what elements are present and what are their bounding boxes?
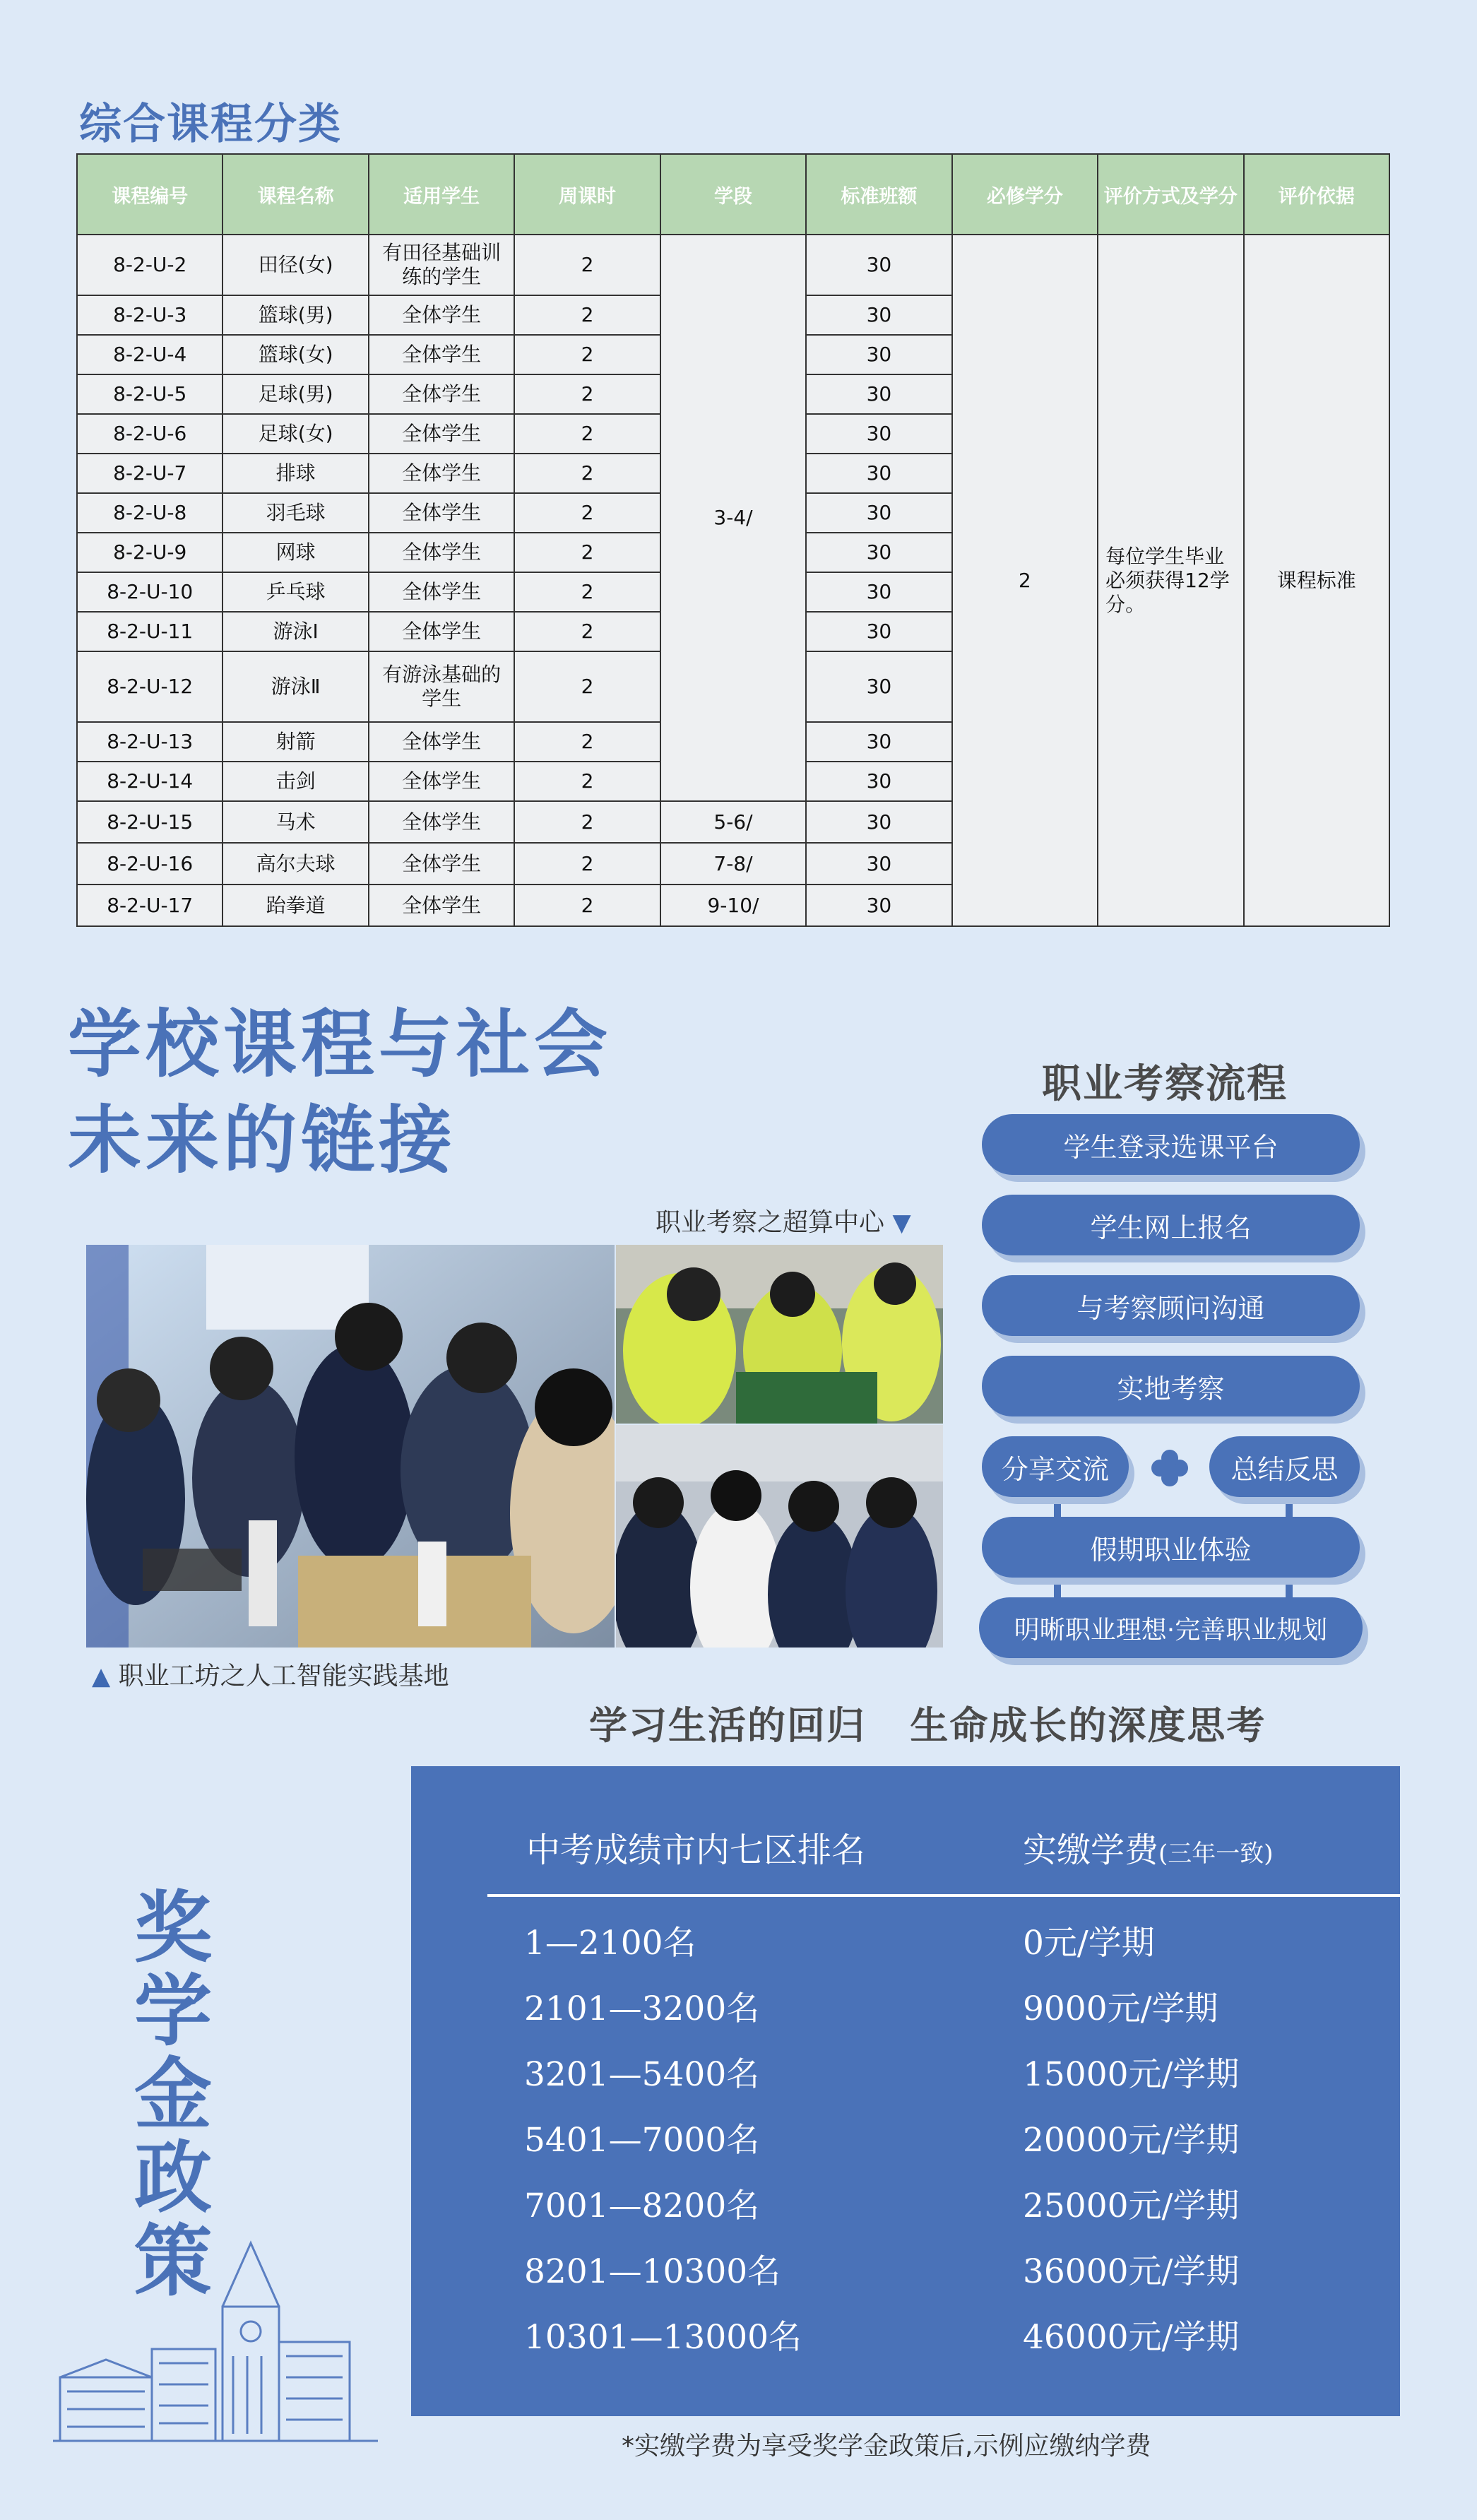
flow-step-8 bbox=[979, 1597, 1363, 1658]
flow-step-label: 假期职业体验 bbox=[1090, 1534, 1252, 1566]
cell-size: 30 bbox=[806, 454, 951, 493]
rank-cell: 10301—13000名 bbox=[524, 2318, 802, 2357]
cell-code: 8-2-U-10 bbox=[77, 572, 223, 612]
cell-code: 8-2-U-9 bbox=[77, 533, 223, 572]
cell-hours: 2 bbox=[514, 885, 660, 926]
cell-students: 有田径基础训练的学生 bbox=[369, 235, 514, 295]
cell-students: 全体学生 bbox=[369, 374, 514, 414]
cell-hours: 2 bbox=[514, 533, 660, 572]
flow-step-label: 学生网上报名 bbox=[1090, 1212, 1252, 1243]
cell-students: 全体学生 bbox=[369, 722, 514, 762]
cell-evaluation-merged: 每位学生毕业必须获得12学分。 bbox=[1098, 235, 1243, 926]
cell-name: 排球 bbox=[223, 454, 368, 493]
cell-students: 全体学生 bbox=[369, 295, 514, 335]
cell-code: 8-2-U-11 bbox=[77, 612, 223, 651]
fee-cell: 15000元/学期 bbox=[1023, 2055, 1240, 2094]
fee-cell: 0元/学期 bbox=[1023, 1924, 1155, 1963]
cell-stage: 7-8/ bbox=[660, 843, 806, 885]
cell-size: 30 bbox=[806, 533, 951, 572]
flow-step-label: 学生登录选课平台 bbox=[1063, 1131, 1279, 1163]
triangle-up-icon: ▲ bbox=[92, 1662, 111, 1691]
cell-students: 全体学生 bbox=[369, 801, 514, 843]
col-header-rank: 中考成绩市内七区排名 bbox=[526, 1830, 866, 1870]
cell-students: 全体学生 bbox=[369, 572, 514, 612]
cell-name: 篮球(男) bbox=[223, 295, 368, 335]
flow-step-label: 与考察顾问沟通 bbox=[1076, 1292, 1265, 1324]
cell-size: 30 bbox=[806, 414, 951, 454]
cell-name: 田径(女) bbox=[223, 235, 368, 295]
cell-stage: 5-6/ bbox=[660, 801, 806, 843]
building-illustration bbox=[53, 2236, 378, 2448]
cell-hours: 2 bbox=[514, 572, 660, 612]
cell-code: 8-2-U-7 bbox=[77, 454, 223, 493]
cell-code: 8-2-U-15 bbox=[77, 801, 223, 843]
header-cell: 评价方式及学分 bbox=[1098, 154, 1243, 235]
course-table bbox=[76, 153, 1390, 927]
cell-stage: 9-10/ bbox=[660, 885, 806, 926]
flow-step-5 bbox=[982, 1436, 1129, 1497]
cell-name: 射箭 bbox=[223, 722, 368, 762]
cell-code: 8-2-U-17 bbox=[77, 885, 223, 926]
col-header-fee bbox=[1023, 1823, 1274, 1871]
rank-cell: 2101—3200名 bbox=[524, 1989, 760, 2028]
cell-code: 8-2-U-13 bbox=[77, 722, 223, 762]
photo-students-image bbox=[616, 1425, 943, 1648]
cell-name: 足球(女) bbox=[223, 414, 368, 454]
photo-ai-practice-image bbox=[86, 1245, 615, 1648]
header-cell: 评价依据 bbox=[1244, 154, 1390, 235]
section-title-link bbox=[68, 996, 612, 1188]
fee-cell: 20000元/学期 bbox=[1023, 2121, 1240, 2160]
cell-students: 全体学生 bbox=[369, 762, 514, 801]
header-cell: 学段 bbox=[660, 154, 806, 235]
cell-size: 30 bbox=[806, 722, 951, 762]
cell-size: 30 bbox=[806, 374, 951, 414]
flow-step-label: 总结反思 bbox=[1230, 1453, 1339, 1485]
cell-size: 30 bbox=[806, 651, 951, 722]
cell-stage-merged: 3-4/ bbox=[660, 235, 806, 801]
cell-code: 8-2-U-2 bbox=[77, 235, 223, 295]
cell-students: 全体学生 bbox=[369, 885, 514, 926]
fee-cell: 36000元/学期 bbox=[1023, 2252, 1240, 2291]
fee-footnote: *实缴学费为享受奖学金政策后,示例应缴纳学费 bbox=[622, 2432, 1151, 2461]
cell-size: 30 bbox=[806, 572, 951, 612]
cell-name: 网球 bbox=[223, 533, 368, 572]
cell-size: 30 bbox=[806, 235, 951, 295]
cell-hours: 2 bbox=[514, 454, 660, 493]
section-title-courses: 综合课程分类 bbox=[79, 100, 342, 149]
cell-name: 乒乓球 bbox=[223, 572, 368, 612]
cell-basis-merged: 课程标准 bbox=[1244, 235, 1390, 926]
flow-step-label: 分享交流 bbox=[1001, 1453, 1109, 1485]
photo-supercomputing bbox=[616, 1245, 943, 1424]
cell-code: 8-2-U-5 bbox=[77, 374, 223, 414]
cell-hours: 2 bbox=[514, 843, 660, 885]
triangle-down-icon: ▼ bbox=[892, 1209, 911, 1237]
header-cell: 适用学生 bbox=[369, 154, 514, 235]
flow-step-3 bbox=[982, 1275, 1360, 1336]
header-cell: 必修学分 bbox=[952, 154, 1098, 235]
cell-hours: 2 bbox=[514, 295, 660, 335]
cell-code: 8-2-U-16 bbox=[77, 843, 223, 885]
photo-supercomputing-image bbox=[616, 1245, 943, 1424]
title-line-2: 未来的链接 bbox=[68, 1097, 457, 1183]
cell-hours: 2 bbox=[514, 801, 660, 843]
cell-size: 30 bbox=[806, 295, 951, 335]
flow-step-label: 明晰职业理想·完善职业规划 bbox=[1014, 1615, 1328, 1645]
cell-code: 8-2-U-4 bbox=[77, 335, 223, 374]
cell-credits-merged: 2 bbox=[952, 235, 1098, 926]
scholarship-subtitle: 学习生活的回归 生命成长的深度思考 bbox=[589, 1703, 1267, 1748]
cell-students: 全体学生 bbox=[369, 414, 514, 454]
header-cell: 课程名称 bbox=[223, 154, 368, 235]
cell-hours: 2 bbox=[514, 612, 660, 651]
cell-code: 8-2-U-12 bbox=[77, 651, 223, 722]
cell-students: 全体学生 bbox=[369, 454, 514, 493]
cell-name: 马术 bbox=[223, 801, 368, 843]
cell-hours: 2 bbox=[514, 493, 660, 533]
cell-code: 8-2-U-8 bbox=[77, 493, 223, 533]
cell-size: 30 bbox=[806, 801, 951, 843]
cell-name: 击剑 bbox=[223, 762, 368, 801]
cell-hours: 2 bbox=[514, 335, 660, 374]
cell-name: 游泳Ⅰ bbox=[223, 612, 368, 651]
title-line-1: 学校课程与社会 bbox=[68, 1001, 612, 1087]
cell-hours: 2 bbox=[514, 651, 660, 722]
cell-students: 全体学生 bbox=[369, 493, 514, 533]
cell-students: 有游泳基础的学生 bbox=[369, 651, 514, 722]
cell-name: 篮球(女) bbox=[223, 335, 368, 374]
caption-bottom bbox=[92, 1656, 449, 1692]
cell-students: 全体学生 bbox=[369, 843, 514, 885]
cell-hours: 2 bbox=[514, 414, 660, 454]
cell-size: 30 bbox=[806, 843, 951, 885]
flow-step-2 bbox=[982, 1195, 1360, 1255]
header-divider bbox=[487, 1894, 1400, 1897]
flow-step-7 bbox=[982, 1517, 1360, 1578]
rank-cell: 8201—10300名 bbox=[524, 2252, 781, 2291]
header-cell: 课程编号 bbox=[77, 154, 223, 235]
caption-top-text: 职业考察之超算中心 bbox=[656, 1208, 885, 1237]
caption-top bbox=[656, 1202, 911, 1238]
flow-step-4 bbox=[982, 1356, 1360, 1416]
cell-size: 30 bbox=[806, 335, 951, 374]
flow-step-1 bbox=[982, 1114, 1360, 1175]
scholarship-vertical-title: 奖学金政策 bbox=[134, 1883, 212, 2307]
photo-ai-practice bbox=[86, 1245, 615, 1648]
cell-name: 游泳Ⅱ bbox=[223, 651, 368, 722]
fee-cell: 9000元/学期 bbox=[1023, 1989, 1218, 2028]
rank-cell: 7001—8200名 bbox=[524, 2187, 760, 2225]
cell-hours: 2 bbox=[514, 235, 660, 295]
rank-cell: 3201—5400名 bbox=[524, 2055, 760, 2094]
flow-step-label: 实地考察 bbox=[1117, 1373, 1225, 1404]
photo-students bbox=[616, 1425, 943, 1648]
cell-hours: 2 bbox=[514, 722, 660, 762]
cell-size: 30 bbox=[806, 612, 951, 651]
flow-title: 职业考察流程 bbox=[1042, 1061, 1288, 1107]
header-cell: 周课时 bbox=[514, 154, 660, 235]
cell-name: 足球(男) bbox=[223, 374, 368, 414]
fee-cell: 25000元/学期 bbox=[1023, 2187, 1240, 2225]
cell-name: 高尔夫球 bbox=[223, 843, 368, 885]
col-header-fee-text: 实缴学费 bbox=[1023, 1830, 1159, 1870]
flow-step-6 bbox=[1209, 1436, 1360, 1497]
flower-icon bbox=[1150, 1448, 1190, 1488]
cell-hours: 2 bbox=[514, 374, 660, 414]
rank-cell: 1—2100名 bbox=[524, 1924, 696, 1963]
fee-cell: 46000元/学期 bbox=[1023, 2318, 1240, 2357]
cell-hours: 2 bbox=[514, 762, 660, 801]
cell-code: 8-2-U-14 bbox=[77, 762, 223, 801]
cell-size: 30 bbox=[806, 493, 951, 533]
table-row bbox=[77, 235, 1389, 295]
cell-size: 30 bbox=[806, 885, 951, 926]
table-header-row bbox=[77, 154, 1389, 235]
cell-size: 30 bbox=[806, 762, 951, 801]
header-cell: 标准班额 bbox=[806, 154, 951, 235]
cell-students: 全体学生 bbox=[369, 335, 514, 374]
cell-code: 8-2-U-6 bbox=[77, 414, 223, 454]
cell-students: 全体学生 bbox=[369, 612, 514, 651]
cell-name: 羽毛球 bbox=[223, 493, 368, 533]
cell-code: 8-2-U-3 bbox=[77, 295, 223, 335]
scholarship-panel bbox=[411, 1766, 1400, 2416]
cell-name: 跆拳道 bbox=[223, 885, 368, 926]
rank-cell: 5401—7000名 bbox=[524, 2121, 760, 2160]
col-header-fee-note: (三年一致) bbox=[1158, 1840, 1274, 1868]
cell-students: 全体学生 bbox=[369, 533, 514, 572]
caption-bottom-text: 职业工坊之人工智能实践基地 bbox=[118, 1662, 449, 1691]
